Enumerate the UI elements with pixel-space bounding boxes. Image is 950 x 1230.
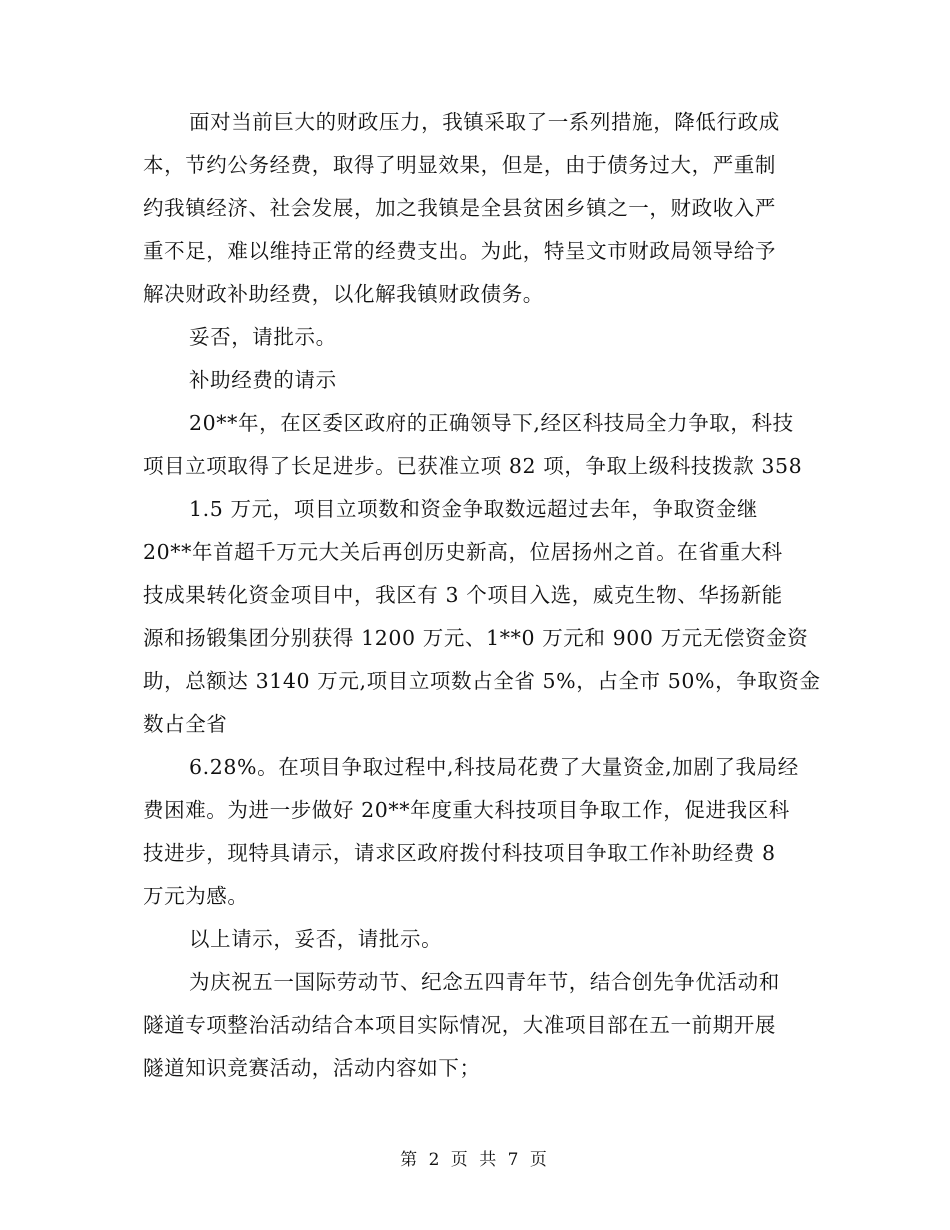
text-line: 数占全省 (143, 712, 228, 736)
section-title: 补助经费的请示 (189, 368, 337, 392)
text-line: 约我镇经济、社会发展，加之我镇是全县贫困乡镇之一，财政收入严 (143, 196, 776, 220)
text-line: 技进步，现特具请示，请求区政府拨付科技项目争取工作补助经费 8 (143, 841, 776, 865)
text-line: 为庆祝五一国际劳动节、纪念五四青年节，结合创先争优活动和 (189, 970, 780, 994)
text-line: 隧道专项整治活动结合本项目实际情况，大准项目部在五一前期开展 (143, 1013, 776, 1037)
text-line: 以上请示，妥否，请批示。 (189, 927, 443, 951)
text-line: 费困难。为进一步做好 20**年度重大科技项目争取工作，促进我区科 (143, 798, 790, 822)
text-line: 隧道知识竞赛活动，活动内容如下； (143, 1056, 481, 1080)
text-line: 解决财政补助经费，以化解我镇财政债务。 (143, 282, 544, 306)
text-line: 项目立项取得了长足进步。已获准立项 82 项，争取上级科技拨款 358 (143, 454, 803, 478)
text-line: 万元为感。 (143, 884, 249, 908)
text-line: 20**年首超千万元大关后再创历史新高，位居扬州之首。在省重大科 (143, 540, 783, 564)
text-line: 1.5 万元，项目立项数和资金争取数远超过去年，争取资金继 (189, 497, 759, 521)
text-line: 重不足，难以维持正常的经费支出。为此，特呈文市财政局领导给予 (143, 239, 776, 263)
text-line: 6.28%。在项目争取过程中,科技局花费了大量资金,加剧了我局经 (189, 755, 799, 779)
text-line: 面对当前巨大的财政压力，我镇采取了一系列措施，降低行政成 (189, 110, 780, 134)
text-line: 源和扬锻集团分别获得 1200 万元、1**0 万元和 900 万元无偿资金资 (143, 626, 809, 650)
text-line: 妥否，请批示。 (189, 325, 337, 349)
text-line: 本，节约公务经费，取得了明显效果，但是，由于债务过大，严重制 (143, 153, 776, 177)
text-line: 20**年，在区委区政府的正确领导下,经区科技局全力争取，科技 (189, 411, 794, 435)
text-line: 技成果转化资金项目中，我区有 3 个项目入选，威克生物、华扬新能 (143, 583, 783, 607)
text-line: 助，总额达 3140 万元,项目立项数占全省 5%，占全市 50%，争取资金 (143, 669, 821, 693)
page-number: 第 2 页 共 7 页 (400, 1150, 550, 1170)
